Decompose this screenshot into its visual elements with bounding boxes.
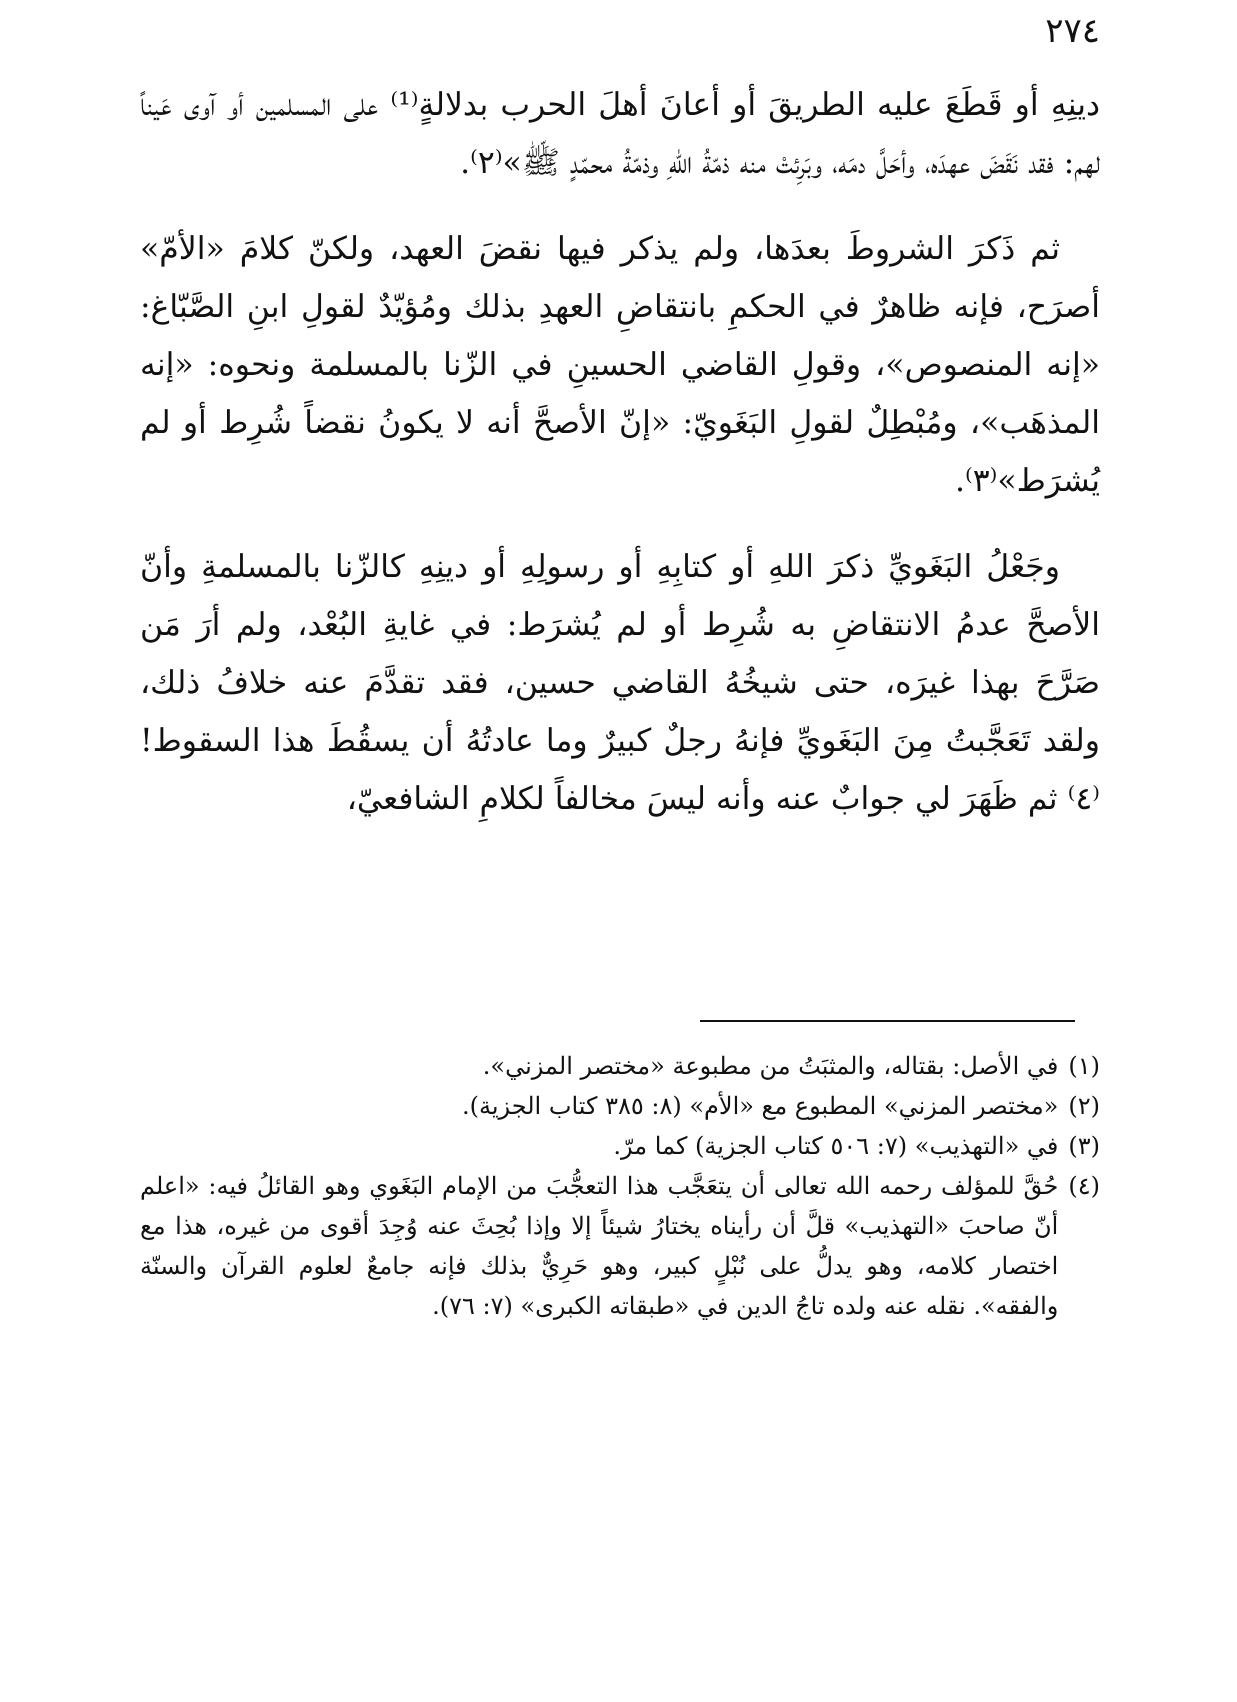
- footnote: [140, 1086, 1100, 1126]
- paragraph: ثم ذَكرَ الشروطَ بعدَها، ولم يذكر فيها نقضَ العهد، ولكنّ كلامَ «الأمّ» أصرَح، فإنه ظاهرٌ في الحكمِ بانتقاضِ العهدِ بذلك ومُؤيّدٌ لقولِ ابنِ الصَّبّاغ: «إنه المنصوص»، وقولِ القاضي الحسينِ في الزّنا بالمسلمة ونحوه: «إنه المذهَب»، ومُبْطِلٌ لقولِ البَغَويّ: «إنّ الأصحَّ أنه لا يكونُ نقضاً شُرِط أو لم يُشرَط»⁽٣⁾.: [140, 231, 1100, 499]
- footnote-text: في الأصل: بقتاله، والمثبَتُ من مطبوعة «مختصر المزني».: [482, 1052, 1059, 1080]
- footnote-separator: [700, 1020, 1075, 1022]
- footnotes: [140, 1046, 1100, 1326]
- footnote-number: (١): [1068, 1052, 1100, 1080]
- paragraph: دينِهِ أو قَطَعَ عليه الطريقَ أو أعانَ أهلَ الحرب بدلالةٍ⁽¹⁾ على المسلمين أو آوى عَيناً لهم: فقد نَقَضَ عهدَه، وأحَلَّ دمَه، وبَرِئتْ منه ذمّةُ اللهِ وذمّةُ محمّدٍ ﷺ»⁽٢⁾.: [140, 87, 1101, 181]
- paragraph: وجَعْلُ البَغَويِّ ذكرَ اللهِ أو كتابِهِ أو رسولِهِ أو دينِهِ كالزّنا بالمسلمةِ وأنّ الأصحَّ عدمُ الانتقاضِ به شُرِط أو لم يُشرَط: في غايةِ البُعْد، ولم أرَ مَن صَرَّحَ بهذا غيرَه، حتى شيخُهُ القاضي حسين، فقد تقدَّمَ عنه خلافُ ذلك، ولقد تَعَجَّبتُ مِنَ البَغَويِّ فإنهُ رجلٌ كبيرٌ وما عادتُهُ أن يسقُطَ هذا السقوط!⁽٤⁾ ثم ظَهَرَ لي جوابٌ عنه وأنه ليسَ مخالفاً لكلامِ الشافعيّ،: [140, 549, 1100, 817]
- footnote-number: (٣): [1068, 1132, 1100, 1160]
- page-number: ٢٧٤: [1045, 11, 1100, 51]
- footnote-number: (٤): [1068, 1172, 1100, 1200]
- footnote-text: في «التهذيب» (٧: ٥٠٦ كتاب الجزية) كما مرّ.: [613, 1132, 1059, 1160]
- footnote: [140, 1046, 1100, 1086]
- footnote: [140, 1126, 1100, 1166]
- main-text: [140, 76, 1100, 856]
- footnote: [140, 1166, 1100, 1326]
- footnote-text: «مختصر المزني» المطبوع مع «الأم» (٨: ٣٨٥ كتاب الجزية).: [461, 1092, 1059, 1120]
- footnote-text: حُقَّ للمؤلف رحمه الله تعالى أن يتعَجَّب هذا التعجُّبَ من الإمام البَغَوي وهو القائلُ فيه: «اعلم أنّ صاحبَ «التهذيب» قلَّ أن رأيناه يختارُ شيئاً إلا وإذا بُحِثَ عنه وُجِدَ أقوى من غيره، هذا مع اختصار كلامه، وهو يدلُّ على نُبْلٍ كبير، وهو حَرِيٌّ بذلك فإنه جامعٌ لعلوم القرآن والسنّة والفقه». نقله عنه ولده تاجُ الدين في «طبقاته الكبرى» (٧: ٧٦).: [140, 1172, 1059, 1320]
- footnote-number: (٢): [1068, 1092, 1100, 1120]
